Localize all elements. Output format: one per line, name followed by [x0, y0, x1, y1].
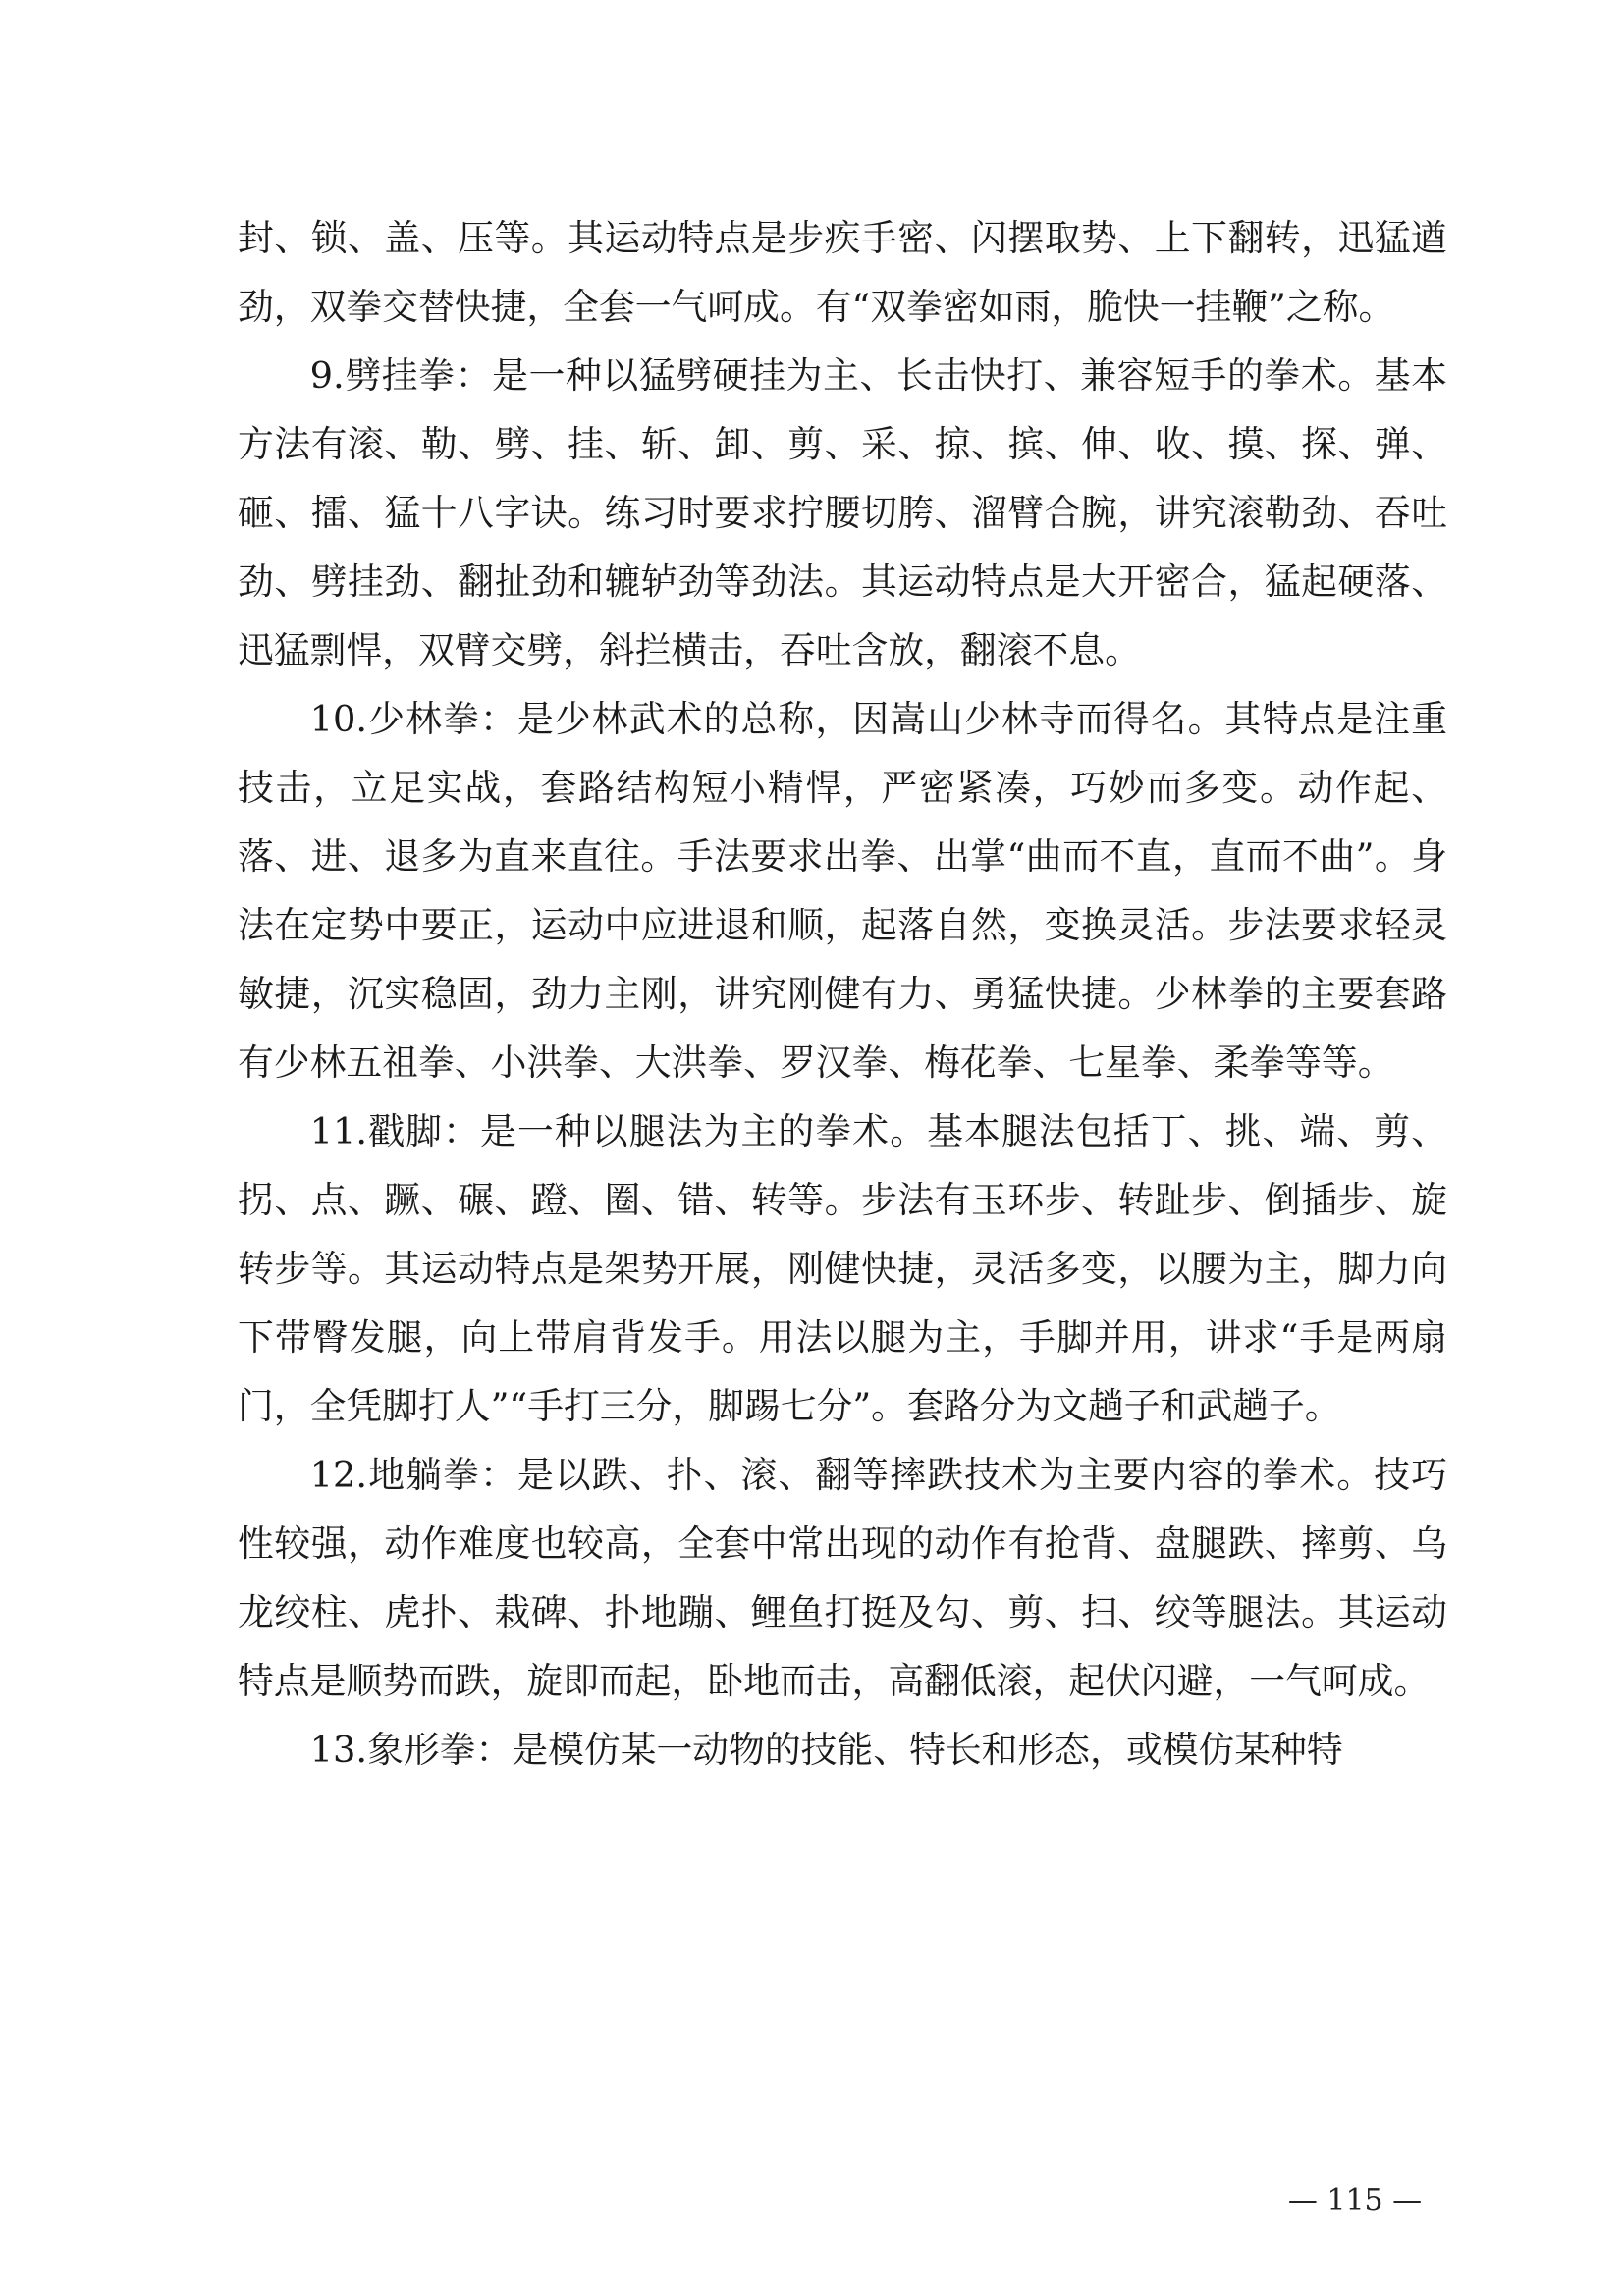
- paragraph-pigua-quan: 9.劈挂拳：是一种以猛劈硬挂为主、长击快打、兼容短手的拳术。基本方法有滚、勒、劈、挂、斩、卸、剪、采、掠、摈、伸、收、摸、探、弹、砸、擂、猛十八字诀。练习时要求拧腰切胯、溜臂合腕，讲究滚勒劲、吞吐劲、劈挂劲、翻扯劲和辘轳劲等劲法。其运动特点是大开密合，猛起硬落、迅猛剽悍，双臂交劈，斜拦横击，吞吐含放，翻滚不息。: [238, 354, 1447, 671]
- paragraph-xiangxing-quan: 13.象形拳：是模仿某一动物的技能、特长和形态，或模仿某种特: [309, 1729, 1343, 1771]
- page-number: — 115 —: [1287, 2183, 1423, 2217]
- paragraph-continuation: 封、锁、盖、压等。其运动特点是步疾手密、闪摆取势、上下翻转，迅猛遒劲，双拳交替快捷，全套一气呵成。有“双拳密如雨，脆快一挂鞭”之称。: [238, 217, 1447, 328]
- paragraph-chuojiao: 11.戳脚：是一种以腿法为主的拳术。基本腿法包括丁、挑、端、剪、拐、点、蹶、碾、蹬、圈、错、转等。步法有玉环步、转趾步、倒插步、旋转步等。其运动特点是架势开展，刚健快捷，灵活多变，以腰为主，脚力向下带臀发腿，向上带肩背发手。用法以腿为主，手脚并用，讲求“手是两扇门，全凭脚打人”“手打三分，脚踢七分”。套路分为文趟子和武趟子。: [238, 1110, 1447, 1427]
- paragraph-shaolin-quan: 10.少林拳：是少林武术的总称，因嵩山少林寺而得名。其特点是注重技击，立足实战，套路结构短小精悍，严密紧凑，巧妙而多变。动作起、落、进、退多为直来直往。手法要求出拳、出掌“曲而不直，直而不曲”。身法在定势中要正，运动中应进退和顺，起落自然，变换灵活。步法要求轻灵敏捷，沉实稳固，劲力主刚，讲究刚健有力、勇猛快捷。少林拳的主要套路有少林五祖拳、小洪拳、大洪拳、罗汉拳、梅花拳、七星拳、柔拳等等。: [238, 698, 1447, 1084]
- paragraph-ditang-quan: 12.地躺拳：是以跌、扑、滚、翻等摔跌技术为主要内容的拳术。技巧性较强，动作难度也较高，全套中常出现的动作有抢背、盘腿跌、摔剪、乌龙绞柱、虎扑、栽碑、扑地蹦、鲤鱼打挺及勾、剪、扫、绞等腿法。其运动特点是顺势而跌，旋即而起，卧地而击，高翻低滚，起伏闪避，一气呵成。: [238, 1454, 1447, 1702]
- body-text: [238, 204, 1447, 1785]
